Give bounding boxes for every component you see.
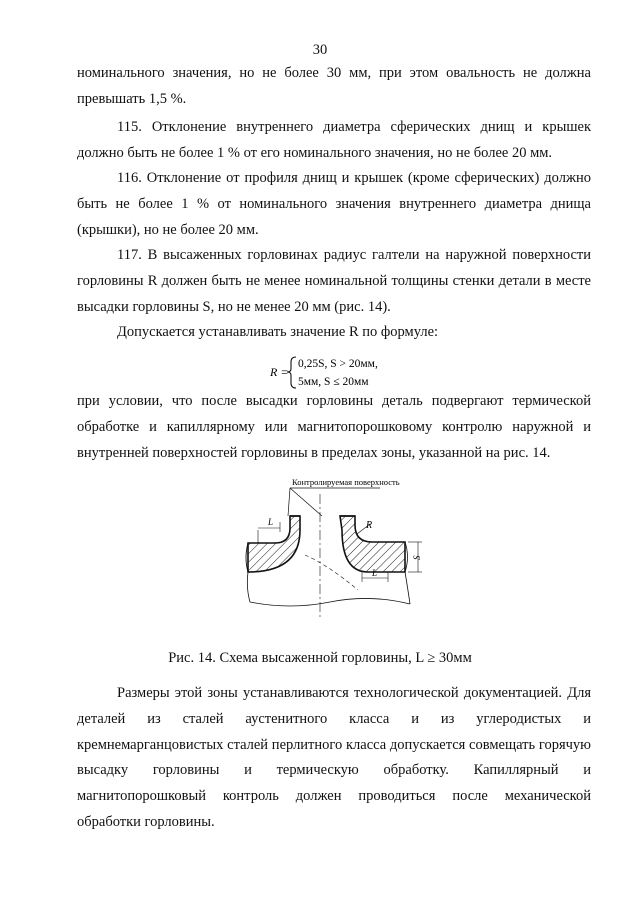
paragraph-116: 116. Отклонение от профиля днищ и крышек (кроме сферических) должно быть не более 1 % от номинального значения внутреннего диаметра днища (крышки), но не более 20 мм. <box>77 170 591 238</box>
formula-case-1: 0,25S, S > 20мм, <box>298 358 378 370</box>
paragraph-117: 117. В высаженных горловинах радиус галтели на наружной поверхности горловины R должен быть не менее номинальной толщины стенки детали в месте высадки горловины S, но не менее 20 мм (рис. 14). <box>77 247 591 315</box>
label-s: S <box>412 555 422 560</box>
neck-section-hatched-right <box>340 516 405 572</box>
paragraph-continued: номинального значения, но не более 30 мм, при этом овальность не должна превышать 1,5 %. <box>77 65 591 107</box>
formula-lhs: R = <box>270 365 289 379</box>
paragraph-115: 115. Отклонение внутреннего диаметра сферических днищ и крышек должно быть не более 1 % от его номинального значения, но не более 20 мм. <box>77 119 591 161</box>
neck-section-hatched <box>248 516 300 572</box>
figure-caption: Рис. 14. Схема высаженной горловины, L ≥ 30мм <box>168 650 472 666</box>
label-r: R <box>366 520 373 531</box>
label-l-left: L <box>268 517 274 527</box>
figure-neck-diagram <box>230 470 430 620</box>
formula-r <box>270 352 470 392</box>
page-number: 30 <box>312 42 328 58</box>
paragraph-condition: при условии, что после высадки горловины деталь подвергают термической обработке и капиллярному или магнитопорошковому контролю наружной и внутренней поверхностей горловины в пределах зоны, указанной на рис. 14. <box>77 393 591 461</box>
formula-brace <box>287 357 296 388</box>
label-controlled-surface: Контролируемая поверхность <box>292 477 400 487</box>
paragraph-zone-size: Размеры этой зоны устанавливаются технологической документацией. Для деталей из сталей аустенитного класса и из углеродистых и кремнемарганцовистых сталей перлитного класса допускается совмещать горячую высадку горловины и термическую обработку. Капиллярный и магнитопорошковый контроль должен проводиться после механической обработки горловины. <box>77 685 591 830</box>
formula-case-2: 5мм, S ≤ 20мм <box>298 376 369 388</box>
paragraph-formula-intro: Допускается устанавливать значение R по формуле: <box>117 324 439 340</box>
label-l-right: L <box>372 568 378 578</box>
